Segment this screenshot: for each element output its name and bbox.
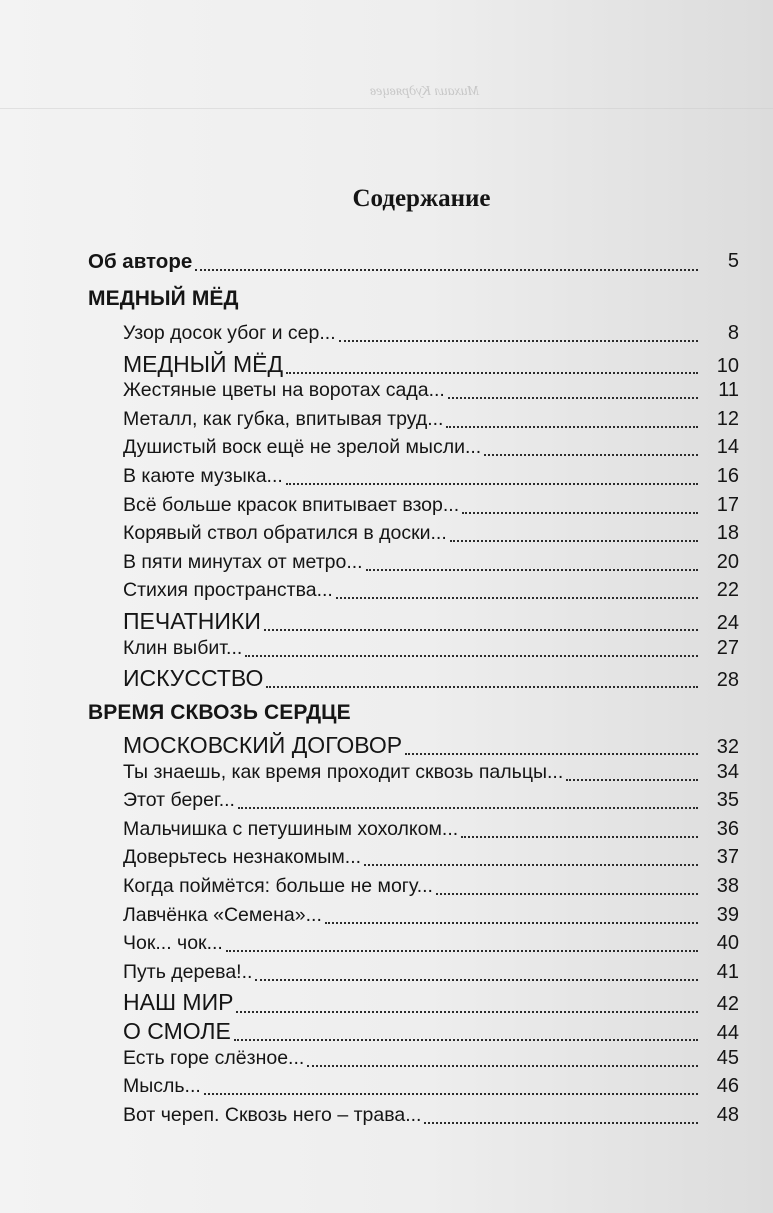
dot-leader [286, 372, 698, 374]
toc-entry[interactable] [0, 322, 773, 352]
dot-leader [461, 836, 698, 838]
dot-leader [446, 426, 698, 428]
toc-entry-label: МОСКОВСКИЙ ДОГОВОР [123, 732, 403, 758]
toc-entry[interactable] [0, 1104, 773, 1134]
dot-leader [325, 922, 698, 924]
toc-entry[interactable] [0, 494, 773, 524]
toc-page-number: 11 [718, 379, 739, 402]
toc-page-number: 34 [716, 760, 739, 783]
toc-entry[interactable] [0, 904, 773, 934]
toc-entry[interactable] [0, 408, 773, 438]
toc-entry-label: Всё больше красок впитывает взор... [123, 493, 460, 516]
toc-entry[interactable] [0, 846, 773, 876]
toc-entry-label: Мысль... [123, 1075, 201, 1098]
toc-entry-label: Этот берег... [123, 789, 235, 812]
toc-entry[interactable] [0, 1047, 773, 1077]
toc-page-number: 38 [716, 875, 739, 897]
dot-leader [436, 893, 698, 895]
toc-entry-label: Клин выбит... [123, 636, 243, 659]
dot-leader [424, 1122, 698, 1124]
toc-entry[interactable] [0, 465, 773, 495]
toc-entry[interactable] [0, 761, 773, 791]
toc-entry-label: Лавчёнка «Семена»... [123, 903, 322, 926]
toc-entry[interactable] [0, 637, 773, 667]
toc-entry[interactable] [0, 932, 773, 962]
dot-leader [405, 753, 698, 755]
toc-entry-label: МЕДНЫЙ МЁД [123, 350, 284, 377]
toc-entry-label: ПЕЧАТНИКИ [123, 608, 261, 634]
toc-entry-label: Чок... чок... [123, 932, 223, 955]
toc-page-number: 24 [716, 612, 739, 634]
dot-leader [484, 454, 698, 456]
toc-entry-label: Когда поймётся: больше не могу... [123, 875, 433, 897]
dot-leader [364, 864, 698, 866]
toc-page-number: 8 [727, 322, 739, 344]
dot-leader [204, 1093, 698, 1095]
toc-page-number: 46 [716, 1075, 739, 1098]
toc-page-number: 36 [716, 817, 739, 840]
toc-page-number: 32 [716, 736, 739, 758]
dot-leader [286, 483, 698, 485]
toc-entry[interactable] [0, 379, 773, 409]
toc-entry[interactable] [0, 961, 773, 991]
toc-entry-label: Корявый ствол обратился в доски... [123, 522, 447, 545]
toc-entry-label: Вот череп. Сквозь него – трава... [123, 1103, 422, 1126]
page-title: Содержание [352, 185, 491, 212]
toc-entry[interactable] [0, 436, 773, 466]
dot-leader [195, 269, 698, 271]
toc-page-number: 27 [716, 636, 739, 659]
dot-leader [336, 597, 698, 599]
toc-entry-label: Об авторе [88, 250, 193, 273]
section-heading: МЕДНЫЙ МЁД [88, 287, 239, 310]
dot-leader [234, 1039, 698, 1041]
dot-leader [366, 569, 698, 571]
toc-entry-label: ИСКУССТВО [123, 665, 264, 692]
toc-entry[interactable] [0, 818, 773, 848]
toc-page-number: 16 [716, 465, 739, 487]
toc-page-number: 28 [716, 669, 739, 692]
toc-entry[interactable] [0, 875, 773, 905]
toc-entry-label: Душистый воск ещё не зрелой мысли... [123, 436, 482, 459]
toc-page-number: 17 [716, 493, 739, 516]
section-heading: ВРЕМЯ СКВОЗЬ СЕРДЦЕ [88, 701, 351, 724]
dot-leader [448, 397, 698, 399]
toc-page-number: 41 [716, 960, 739, 983]
toc-entry-label: Ты знаешь, как время проходит сквозь пальцы... [123, 760, 564, 783]
toc-page-number: 44 [716, 1022, 739, 1044]
running-header-bleedthrough [0, 72, 773, 109]
toc-page-number: 40 [716, 932, 739, 955]
dot-leader [255, 979, 698, 981]
toc-page-number: 37 [716, 846, 739, 869]
toc-entry-label: Жестяные цветы на воротах сада... [123, 379, 445, 402]
toc-entry-label: Путь дерева!.. [123, 960, 253, 983]
dot-leader [266, 686, 698, 688]
toc-entry-label: В пяти минутах от метро... [123, 550, 363, 573]
toc-entry[interactable] [0, 1075, 773, 1105]
dot-leader [462, 512, 698, 514]
dot-leader [450, 540, 698, 542]
toc-page-number: 5 [727, 250, 739, 272]
toc-entry-label: О СМОЛЕ [123, 1018, 231, 1044]
toc-entry-label: Доверьтесь незнакомым... [123, 846, 362, 869]
dot-leader [236, 1011, 698, 1013]
toc-page-number: 12 [716, 407, 739, 430]
toc-page-number: 42 [716, 993, 739, 1016]
toc-page-number: 20 [716, 550, 739, 573]
toc-page-number: 10 [716, 354, 739, 377]
toc-entry-label: Мальчишка с петушиным хохолком... [123, 817, 459, 840]
toc-entry-label: В каюте музыка... [123, 465, 283, 487]
toc-page-number: 14 [716, 436, 739, 459]
toc-page-number: 45 [716, 1046, 739, 1069]
dot-leader [226, 950, 698, 952]
dot-leader [238, 807, 698, 809]
toc-entry[interactable] [0, 522, 773, 552]
dot-leader [307, 1065, 698, 1067]
toc-entry[interactable] [0, 665, 773, 698]
toc-entry[interactable] [0, 579, 773, 609]
dot-leader [245, 655, 698, 657]
dot-leader [566, 779, 698, 781]
toc-page-number: 18 [716, 522, 739, 545]
dot-leader [339, 340, 698, 342]
toc-entry-label: НАШ МИР [123, 989, 234, 1016]
running-header-text: Михаил Кудрявцев [370, 84, 480, 99]
toc-page-number: 48 [716, 1103, 739, 1126]
toc-entry[interactable] [0, 551, 773, 581]
toc-entry-label: Есть горе слёзное... [123, 1046, 305, 1069]
toc-entry-label: Узор досок убог и сер... [123, 322, 336, 344]
toc-page-number: 22 [716, 579, 739, 602]
toc-page-number: 35 [716, 789, 739, 812]
toc-entry-about[interactable] [0, 250, 773, 281]
toc-entry-label: Стихия пространства... [123, 579, 333, 602]
toc-page-number: 39 [716, 903, 739, 926]
toc-entry-label: Металл, как губка, впитывая труд... [123, 407, 444, 430]
dot-leader [264, 629, 698, 631]
toc-entry[interactable] [0, 789, 773, 819]
